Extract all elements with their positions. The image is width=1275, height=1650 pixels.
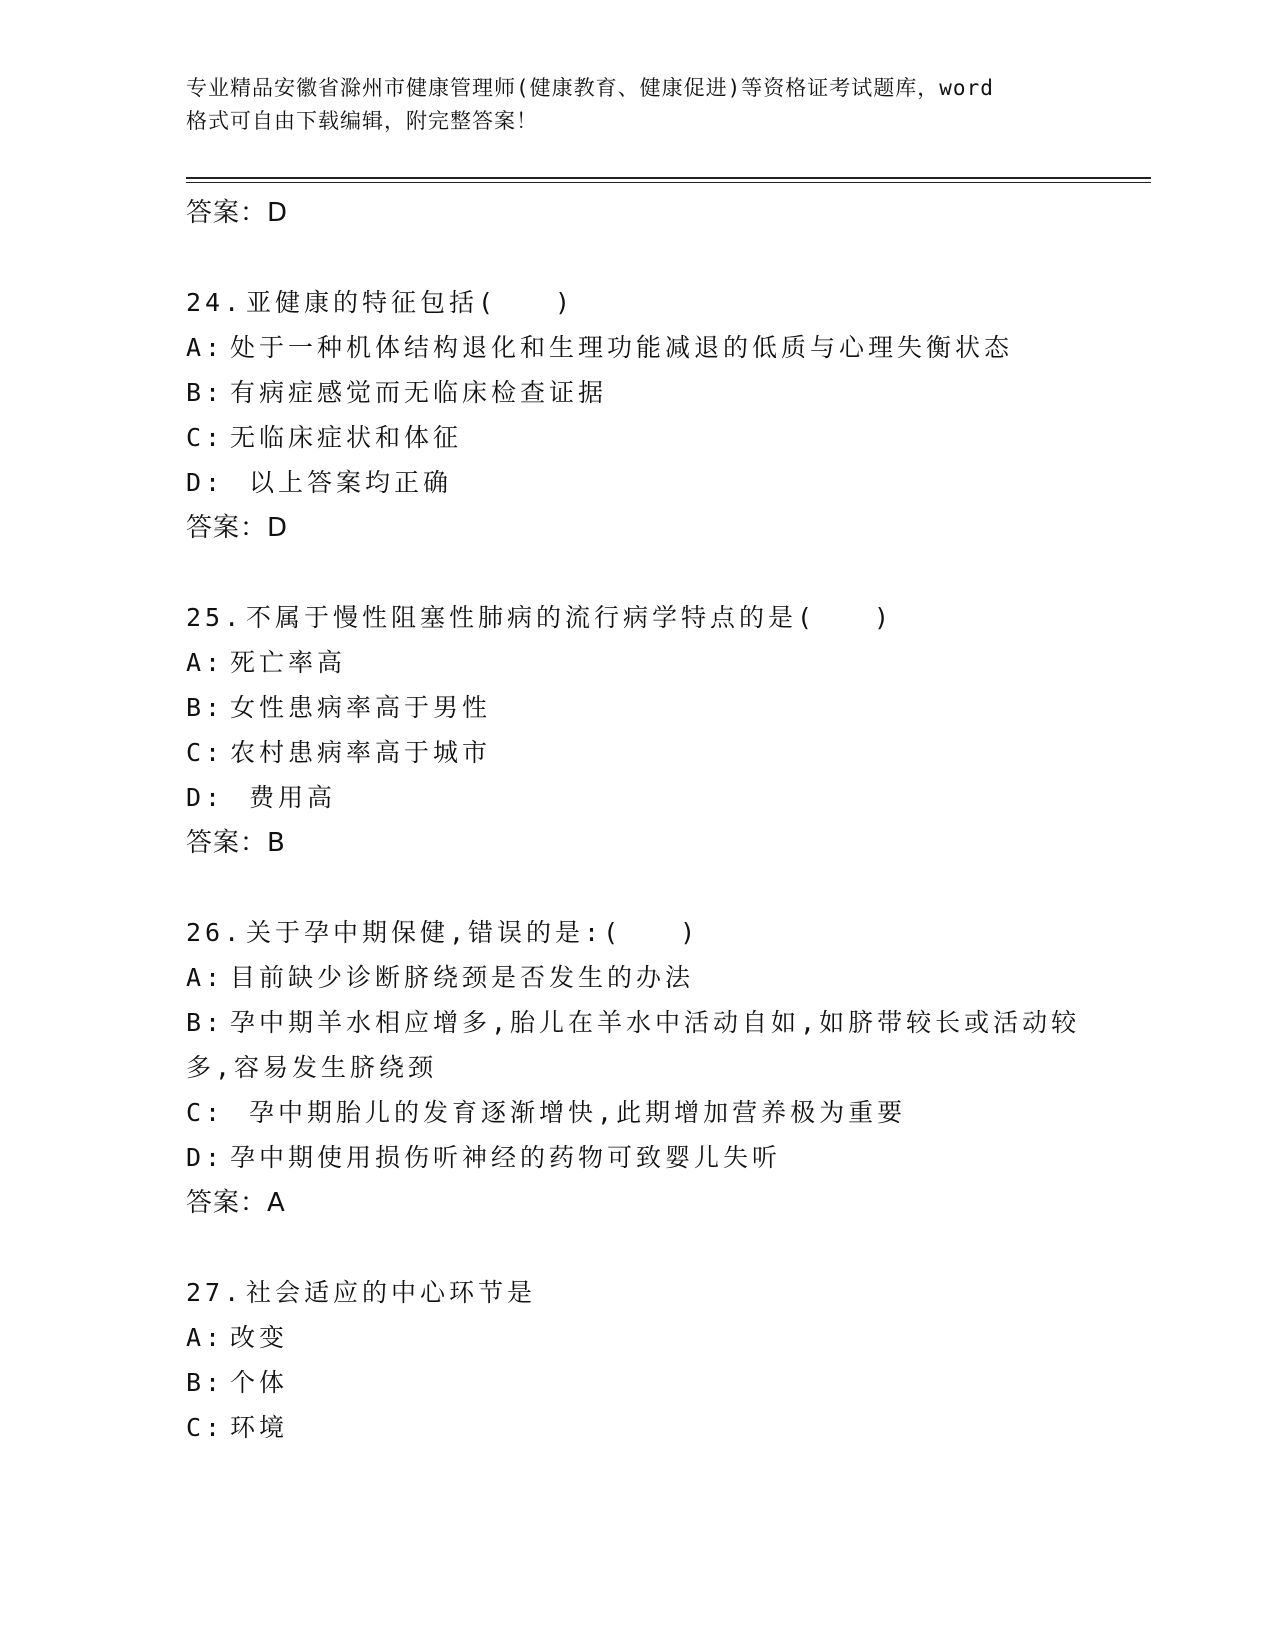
option-text: 无临床症状和体征 [230,423,463,452]
header-divider-thin [186,182,1151,183]
option-text: 农村患病率高于城市 [230,738,492,767]
option-key: A: [186,333,225,362]
header-line-1: 专业精品安徽省滁州市健康管理师(健康教育、健康促进)等资格证考试题库，word [186,76,994,100]
option-text: 处于一种机体结构退化和生理功能减退的低质与心理失衡状态 [230,333,1014,362]
option-text: 个体 [230,1368,289,1397]
question-stem [186,280,1126,325]
question-stem [186,910,1126,955]
option-b [186,685,1126,730]
header-line-2: 格式可自由下载编辑，附完整答案！ [186,109,538,133]
option-text: 环境 [230,1413,289,1442]
option-key: D: [186,783,225,812]
question-text: 社会适应的中心环节是 [246,1278,537,1307]
answer-line: 答案：A [186,1188,286,1218]
question-stem [186,1270,1126,1315]
question-text: 亚健康的特征包括( ) [246,288,575,317]
answer-line: 答案：D [186,513,289,543]
option-a [186,1315,1126,1360]
option-b [186,1360,1126,1405]
option-text: 费用高 [230,783,337,812]
answer-line: 答案：B [186,828,286,858]
option-b [186,370,1126,415]
option-c [186,415,1126,460]
question-stem [186,595,1126,640]
option-key: C: [186,1098,225,1127]
option-a [186,955,1126,1000]
option-b [186,1000,1126,1090]
option-text: 死亡率高 [230,648,347,677]
option-text: 有病症感觉而无临床检查证据 [230,378,608,407]
question-text: 不属于慢性阻塞性肺病的流行病学特点的是( ) [246,603,894,632]
option-key: A: [186,963,225,992]
header-divider-thick [186,177,1151,179]
question-text: 关于孕中期保健,错误的是:( ) [246,918,700,947]
question-27 [186,1270,1126,1450]
option-key: C: [186,1413,225,1442]
question-26 [186,910,1126,1226]
option-c [186,1405,1126,1450]
option-key: B: [186,1368,225,1397]
question-number: 27. [186,1278,244,1307]
option-a [186,325,1126,370]
question-25 [186,595,1126,866]
option-text: 以上答案均正确 [230,468,453,497]
question-number: 26. [186,918,244,947]
option-text: 孕中期羊水相应增多,胎儿在羊水中活动自如,如脐带较长或活动较多,容易发生脐绕颈 [186,1008,1081,1082]
option-key: C: [186,423,225,452]
option-key: B: [186,693,225,722]
question-list [186,190,1126,1450]
option-text: 女性患病率高于男性 [230,693,492,722]
option-key: C: [186,738,225,767]
option-c [186,1090,1126,1135]
option-key: D: [186,468,225,497]
option-d [186,775,1126,820]
option-a [186,640,1126,685]
previous-answer: 答案：D [186,198,289,228]
option-text: 孕中期使用损伤听神经的药物可致婴儿失听 [230,1143,782,1172]
option-d [186,1135,1126,1180]
option-key: B: [186,378,225,407]
option-text: 改变 [230,1323,289,1352]
option-key: A: [186,648,225,677]
document-header [186,72,1086,138]
option-key: B: [186,1008,225,1037]
question-number: 25. [186,603,244,632]
option-c [186,730,1126,775]
option-key: D: [186,1143,225,1172]
question-number: 24. [186,288,244,317]
option-key: A: [186,1323,225,1352]
option-text: 孕中期胎儿的发育逐渐增快,此期增加营养极为重要 [230,1098,907,1127]
option-text: 目前缺少诊断脐绕颈是否发生的办法 [230,963,695,992]
option-d [186,460,1126,505]
question-24 [186,280,1126,551]
